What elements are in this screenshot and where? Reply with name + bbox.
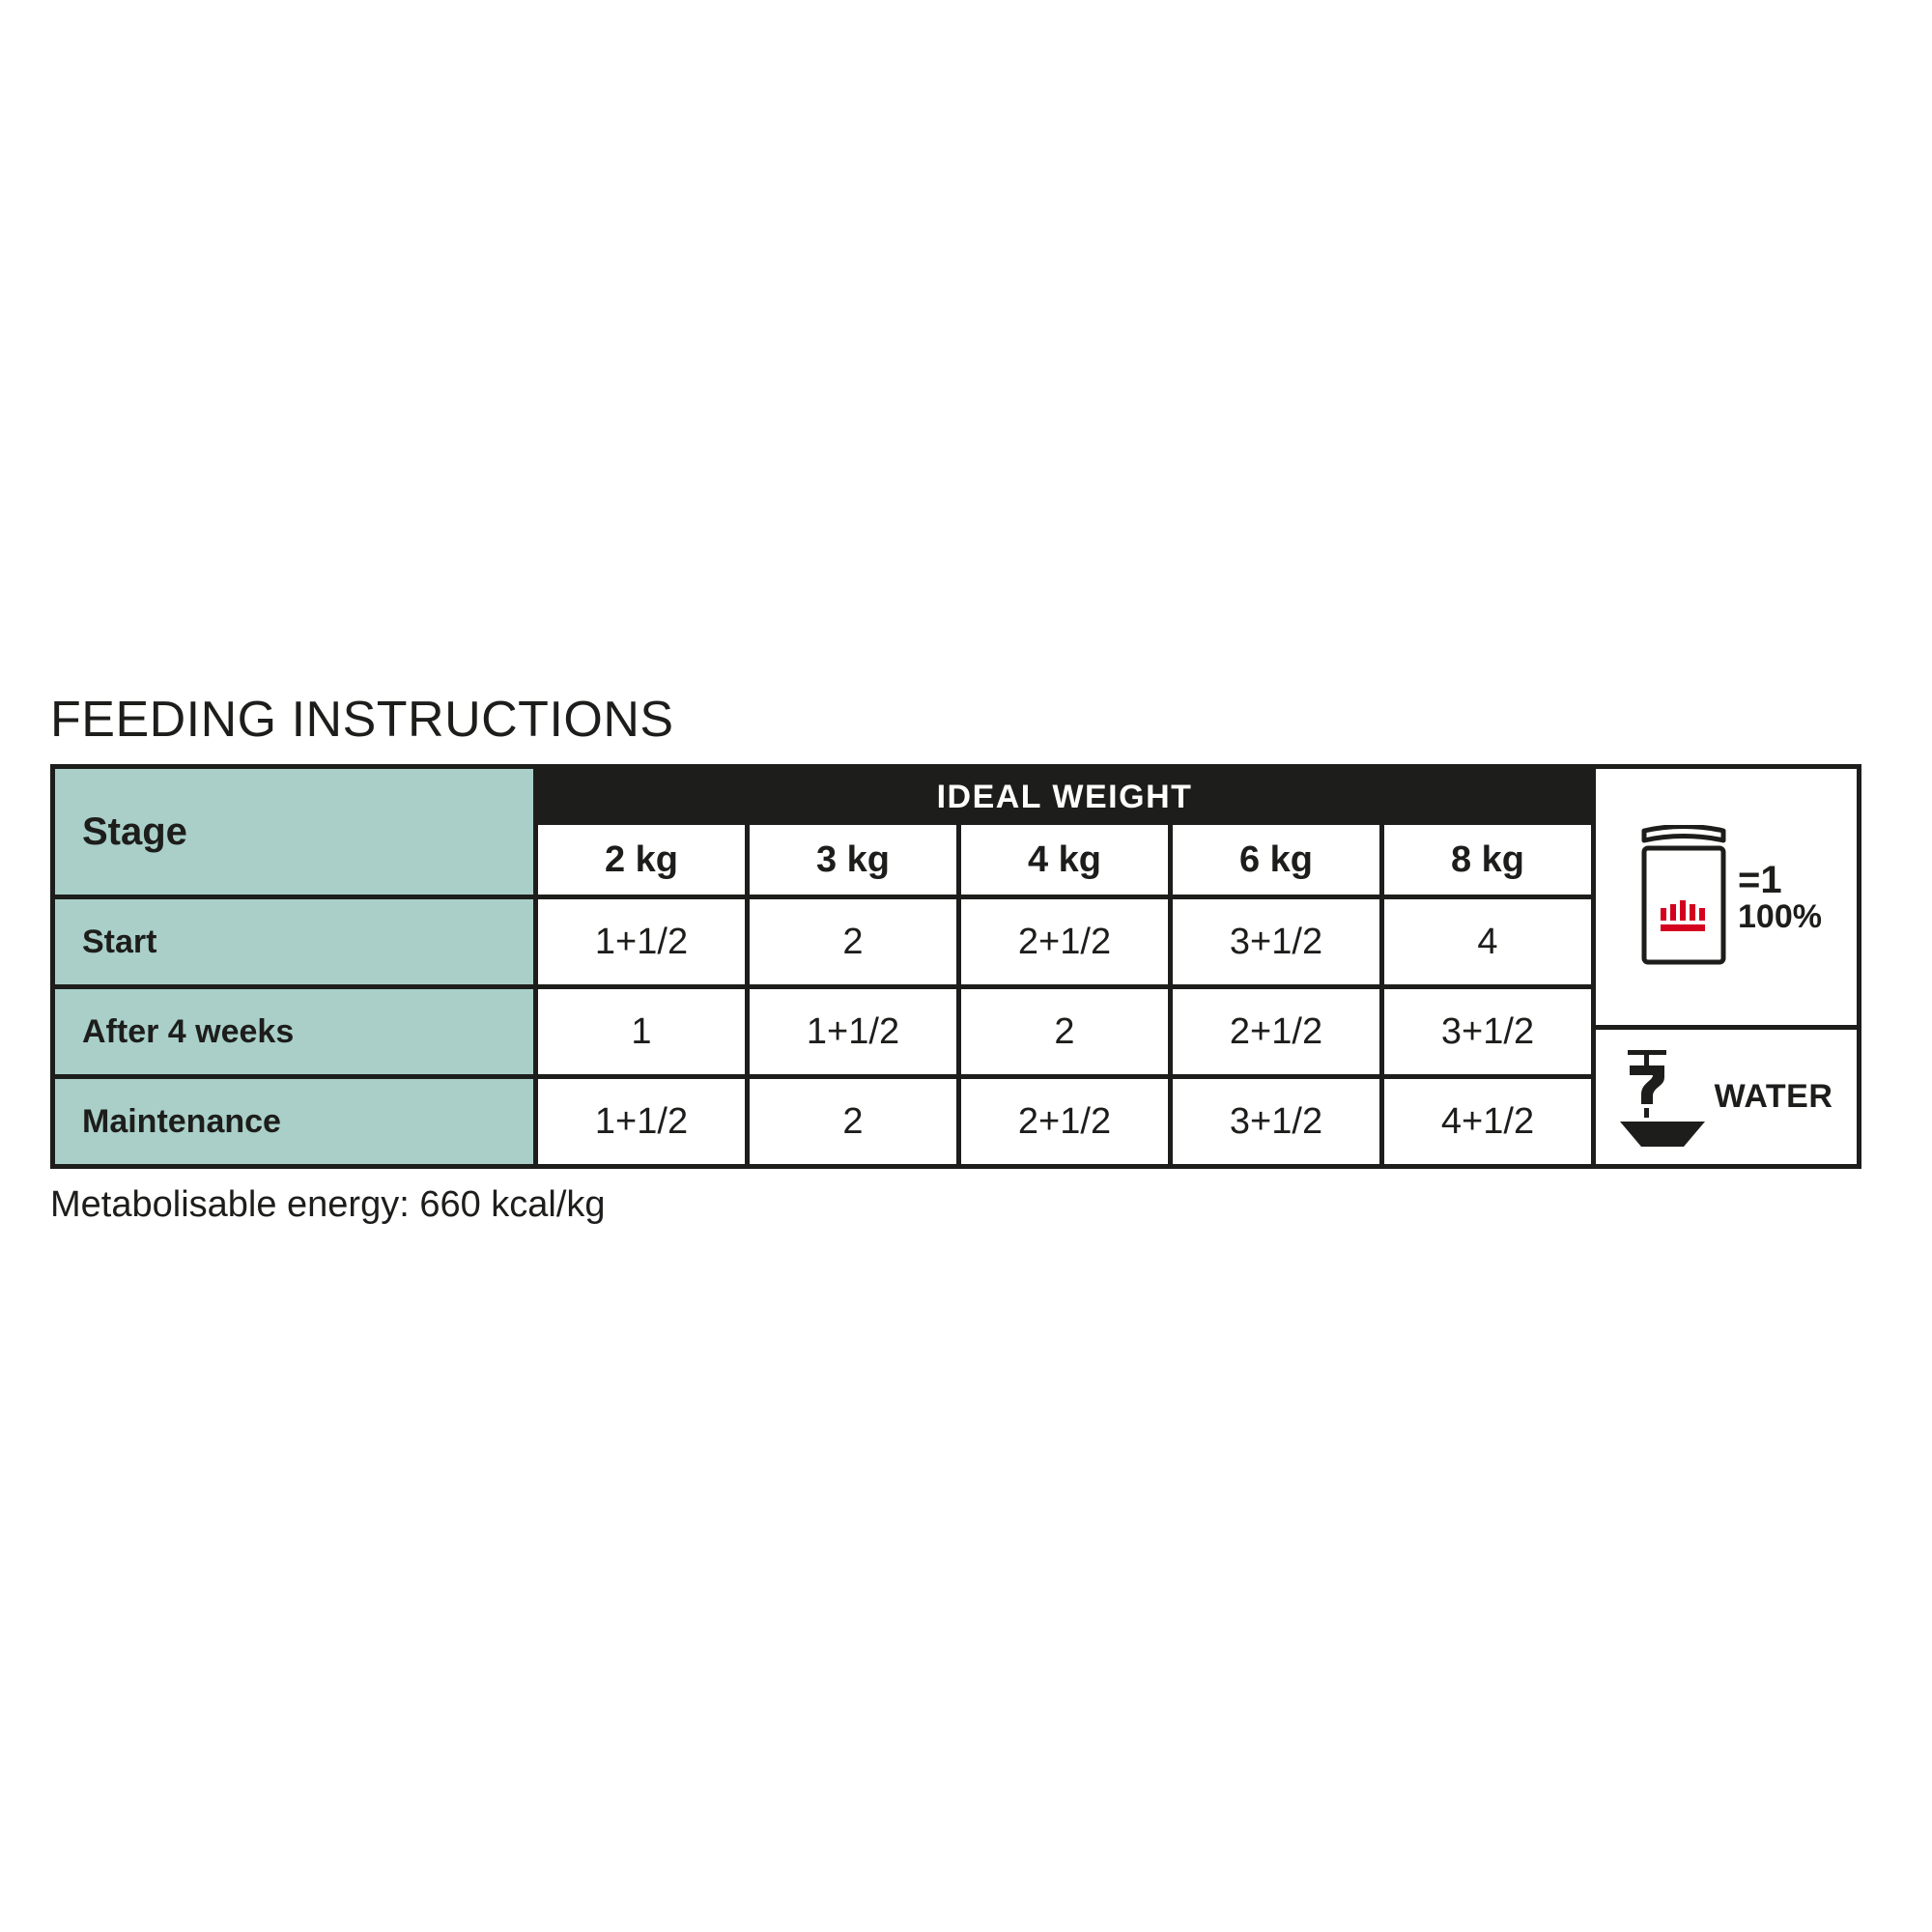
table-cell: 3+1/2 <box>1173 1079 1384 1164</box>
pouch-icon <box>1631 825 1732 970</box>
feeding-instructions-panel <box>50 691 1886 1226</box>
crown-icon <box>1661 900 1705 931</box>
table-cell: 2 <box>961 989 1173 1074</box>
weight-column-header: 6 kg <box>1173 825 1384 895</box>
table-cell: 2+1/2 <box>961 899 1173 984</box>
row-values <box>538 1079 1591 1164</box>
pouch-legend <box>1596 769 1857 1030</box>
weight-column-header: 4 kg <box>961 825 1173 895</box>
table-cell: 4 <box>1384 899 1591 984</box>
feeding-table <box>50 764 1861 1169</box>
page-title: FEEDING INSTRUCTIONS <box>50 692 674 748</box>
pouch-equals-label: =1 <box>1738 858 1782 901</box>
water-tap-bowl-icon <box>1614 1044 1711 1151</box>
feeding-table-grid <box>55 769 1591 1164</box>
weight-columns-row <box>538 825 1591 899</box>
pouch-legend-text <box>1738 860 1822 935</box>
row-label: Start <box>55 899 538 984</box>
stage-header-cell: Stage <box>55 769 538 899</box>
table-cell: 3+1/2 <box>1173 899 1384 984</box>
row-label: Maintenance <box>55 1079 538 1164</box>
water-label: WATER <box>1714 1078 1833 1115</box>
side-legend-panel <box>1591 769 1857 1164</box>
table-cell: 2+1/2 <box>961 1079 1173 1164</box>
table-cell: 1+1/2 <box>538 899 750 984</box>
weight-column-header: 2 kg <box>538 825 750 895</box>
weight-column-header: 3 kg <box>750 825 961 895</box>
ideal-weight-title: IDEAL WEIGHT <box>936 778 1193 815</box>
row-values <box>538 899 1591 984</box>
weight-column-header: 8 kg <box>1384 825 1591 895</box>
table-row <box>55 989 1591 1079</box>
table-cell: 1 <box>538 989 750 1074</box>
table-cell: 4+1/2 <box>1384 1079 1591 1164</box>
pouch-percent-label: 100% <box>1738 897 1822 935</box>
table-cell: 3+1/2 <box>1384 989 1591 1074</box>
table-header-row <box>55 769 1591 899</box>
water-legend <box>1596 1030 1857 1164</box>
table-cell: 2 <box>750 1079 961 1164</box>
metabolisable-energy-note: Metabolisable energy: 660 kcal/kg <box>50 1184 606 1225</box>
table-row <box>55 899 1591 989</box>
table-cell: 1+1/2 <box>750 989 961 1074</box>
table-cell: 2 <box>750 899 961 984</box>
row-label: After 4 weeks <box>55 989 538 1074</box>
table-row <box>55 1079 1591 1164</box>
table-cell: 2+1/2 <box>1173 989 1384 1074</box>
row-values <box>538 989 1591 1074</box>
table-cell: 1+1/2 <box>538 1079 750 1164</box>
ideal-weight-header-group <box>538 769 1591 899</box>
